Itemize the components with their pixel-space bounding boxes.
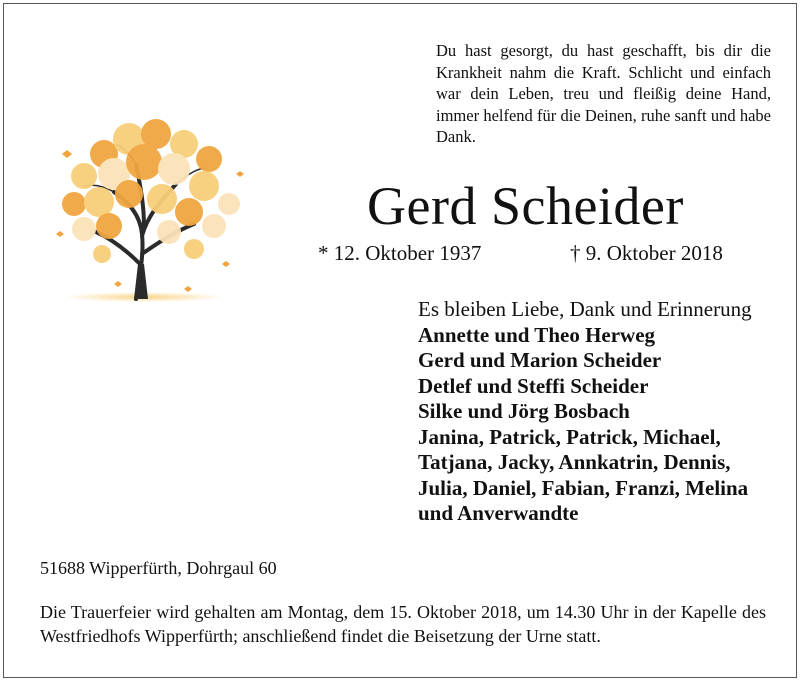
mourner-line: Detlef und Steffi Scheider [418,373,649,398]
deceased-name: Gerd Scheider [367,176,684,236]
family-address: 51688 Wipperfürth, Dohrgaul 60 [40,558,277,578]
memorial-poem: Du hast gesorgt, du hast geschafft, bis dir die Krankheit nahm die Kraft. Schlicht und einfach war dein Leben, treu und fleißig deine Hand, immer helfend für die Deinen, ruhe sanft und habe Dank. [436,41,771,146]
mourners-block [418,297,798,527]
mourners-intro: Es bleiben Liebe, Dank und Erinnerung [418,297,752,321]
mourner-line: Gerd und Marion Scheider [418,348,662,372]
funeral-service-info: Die Trauerfeier wird gehalten am Montag, dem 15. Oktober 2018, um 14.30 Uhr in der Kapelle des Westfriedhofs Wipperfürth; anschließend findet die Beisetzung der Urne statt. [40,602,766,646]
mourner-line: Annette und Theo Herweg [418,322,656,347]
death-date: † 9. Oktober 2018 [570,241,723,265]
mourner-line: Janina, Patrick, Patrick, Michael, [418,424,721,449]
obituary-notice [3,3,797,678]
mourner-line: Tatjana, Jacky, Annkatrin, Dennis, [418,450,731,474]
mourner-line: Silke und Jörg Bosbach [418,399,630,423]
mourner-line: und Anverwandte [418,501,579,525]
birth-date: * 12. Oktober 1937 [318,241,482,265]
autumn-tree-icon [44,114,249,309]
mourner-line: Julia, Daniel, Fabian, Franzi, Melina [418,475,749,500]
